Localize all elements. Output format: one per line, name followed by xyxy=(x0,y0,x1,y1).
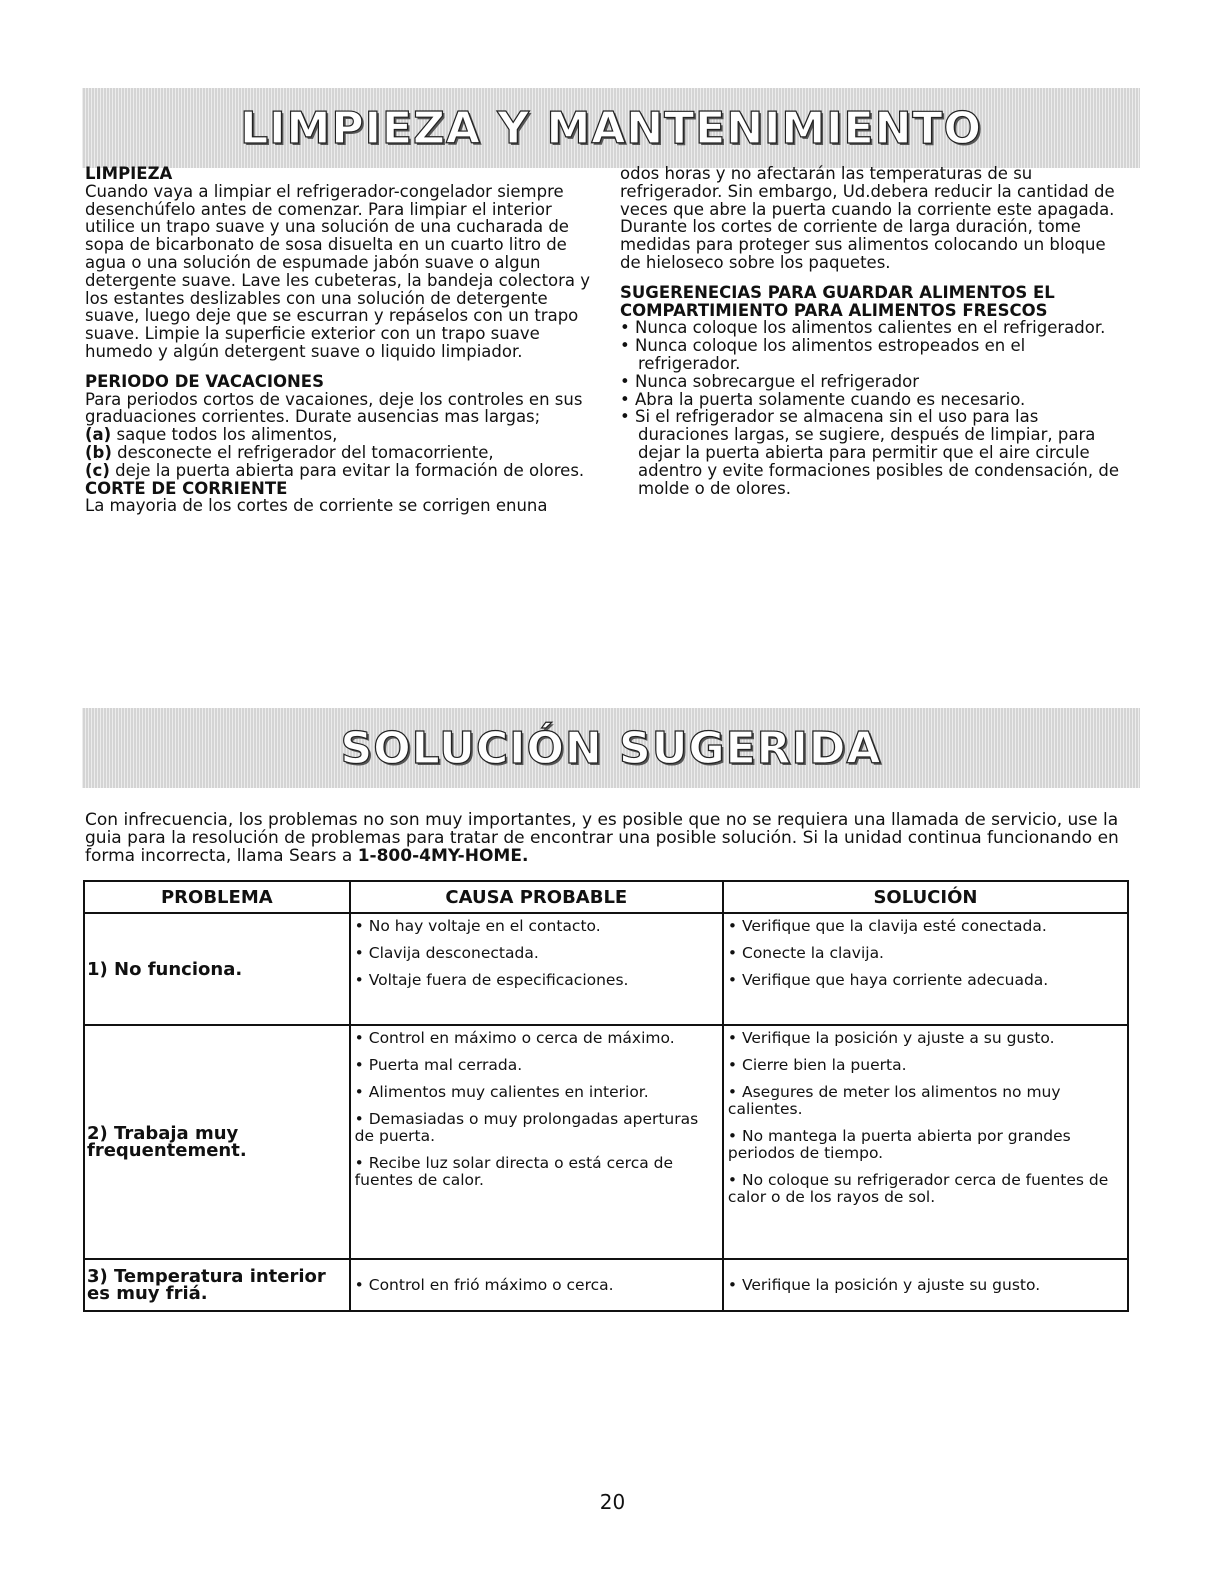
section-banner-limpieza xyxy=(82,88,1140,168)
step-c: (c) deje la puerta abierta para evitar la formación de olores. xyxy=(85,460,585,480)
column-header: SOLUCIÓN xyxy=(723,881,1128,913)
column-header: PROBLEMA xyxy=(84,881,350,913)
cause-cell: • Control en máximo o cerca de máximo. • Puerta mal cerrada. • Alimentos muy calientes en interior. • Demasiadas o muy prolongadas aperturas de puerta. • Recibe luz solar directa o está cerca de fuentes de calor. xyxy=(350,1025,723,1259)
table-header-row xyxy=(84,881,1128,913)
page-number: 20 xyxy=(599,1490,626,1514)
corte-body: La mayoria de los cortes de corriente se corrigen enuna xyxy=(85,496,548,516)
limpieza-body: Cuando vaya a limpiar el refrigerador-congelador siempre desenchúfelo antes de comenzar. Para limpiar el interior utilice un trapo suave y una solución de una cucharada de sopa de bicarbonato de sosa disuelta en un cuarto litro de agua o una solución de espumade jabón suave o algun detergente suave. Lave les cubeteras, la bandeja colectora y los estantes deslizables con una solución de detergente suave, luego deje que se escurran y repáselos con un trapo suave. Limpie la superficie exterior con un trapo suave humedo y algún detergent suave o liquido limpiador. xyxy=(85,181,591,361)
cause-cell: • Control en frió máximo o cerca. xyxy=(350,1259,723,1311)
vacaciones-body: Para periodos cortos de vacaiones, deje los controles en sus graduaciones corrientes. Durate ausencias mas largas; xyxy=(85,389,583,427)
left-column xyxy=(85,165,595,515)
right-column xyxy=(620,165,1130,497)
problem-cell: 3) Temperatura interior es muy friá. xyxy=(84,1259,350,1311)
section-title: LIMPIEZA Y MANTENIMIENTO xyxy=(240,102,982,154)
limpieza-heading: LIMPIEZA xyxy=(85,164,173,183)
table-row xyxy=(84,913,1128,1025)
sugerencias-heading: SUGERENECIAS PARA GUARDAR ALIMENTOS EL COMPARTIMIENTO PARA ALIMENTOS FRESCOS xyxy=(620,282,1055,320)
problem-cell: 1) No funciona. xyxy=(84,913,350,1025)
cause-cell: • No hay voltaje en el contacto. • Clavija desconectada. • Voltaje fuera de especificaciones. xyxy=(350,913,723,1025)
step-a: (a) saque todos los alimentos, xyxy=(85,425,338,445)
table-row xyxy=(84,1025,1128,1259)
solution-cell: • Verifique la posición y ajuste su gusto. xyxy=(723,1259,1128,1311)
suggestion-item: • Si el refrigerador se almacena sin el uso para las duraciones largas, se sugiere, después de limpiar, para dejar la puerta abierta para permitir que el aire circule adentro y evite formaciones posibles de condensación, de molde o de olores. xyxy=(620,407,1119,498)
table-row xyxy=(84,1259,1128,1311)
problem-cell: 2) Trabaja muy frequentement. xyxy=(84,1025,350,1259)
step-b: (b) desconecte el refrigerador del tomacorriente, xyxy=(85,442,494,462)
section-title: SOLUCIÓN SUGERIDA xyxy=(340,722,882,774)
corte-heading: CORTE DE CORRIENTE xyxy=(85,478,288,498)
suggestion-item: • Abra la puerta solamente cuando es necesario. xyxy=(620,389,1026,409)
vacaciones-heading: PERIODO DE VACACIONES xyxy=(85,371,324,391)
corte-continuation: odos horas y no afectarán las temperaturas de su refrigerador. Sin embargo, Ud.debera reducir la cantidad de veces que abre la puerta cuando la corriente este apagada. Durante los cortes de corriente de larga duración, tome medidas para proteger sus alimentos colocando un bloque de hieloseco sobre los paquetes. xyxy=(620,164,1115,272)
suggestion-item: • Nunca coloque los alimentos estropeados en el refrigerador. xyxy=(620,336,1026,373)
troubleshooting-table xyxy=(83,880,1129,1312)
suggestion-item: • Nunca sobrecargue el refrigerador xyxy=(620,371,920,391)
phone-number: 1-800-4MY-HOME. xyxy=(357,846,529,866)
solution-cell: • Verifique la posición y ajuste a su gusto. • Cierre bien la puerta. • Asegures de meter los alimentos no muy calientes. • No mantega la puerta abierta por grandes periodos de tiempo. • No coloque su refrigerador cerca de fuentes de calor o de los rayos de sol. xyxy=(723,1025,1128,1259)
section-banner-solucion xyxy=(82,708,1140,788)
suggestion-item: • Nunca coloque los alimentos calientes en el refrigerador. xyxy=(620,318,1106,338)
column-header: CAUSA PROBABLE xyxy=(350,881,723,913)
solution-cell: • Verifique que la clavija esté conectada. • Conecte la clavija. • Verifique que haya corriente adecuada. xyxy=(723,913,1128,1025)
troubleshooting-intro: Con infrecuencia, los problemas no son muy importantes, y es posible que no se requiera una llamada de servicio, use la guia para la resolución de problemas para tratar de encontrar una posible solución. Si la unidad continua funcionando en forma incorrecta, llama Sears a 1-800-4MY-HOME. xyxy=(85,810,1119,866)
